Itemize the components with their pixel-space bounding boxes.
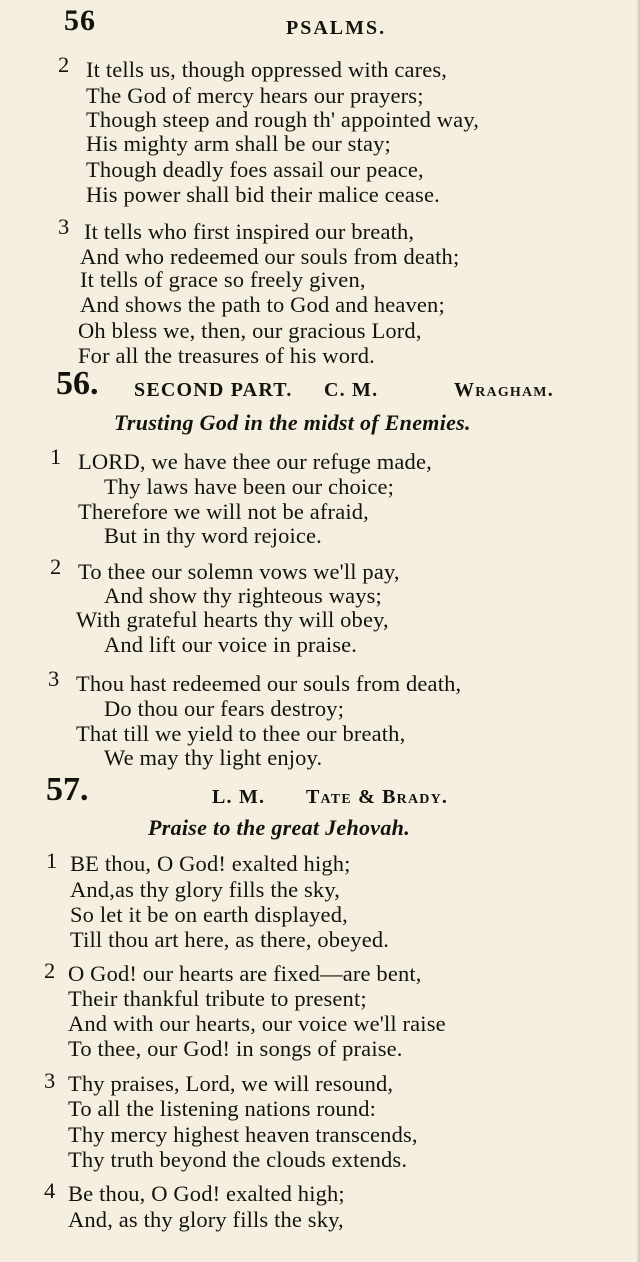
verse-line: It tells us, though oppressed with cares, <box>86 57 448 82</box>
stanza-number: 2 <box>50 554 62 579</box>
verse-line: Thy mercy highest heaven transcends, <box>68 1122 418 1147</box>
verse-line: Therefore we will not be afraid, <box>78 499 369 524</box>
stanza-number: 1 <box>50 444 62 469</box>
verse-line: Do thou our fears destroy; <box>104 696 345 721</box>
verse-line: And, as thy glory fills the sky, <box>68 1207 344 1232</box>
hymn-number: 57. <box>46 771 89 808</box>
hymn-meter: C. M. <box>324 379 379 401</box>
stanza-number: 3 <box>58 214 70 239</box>
stanza-number: 4 <box>44 1178 56 1203</box>
verse-line: And who redeemed our souls from death; <box>80 244 460 269</box>
verse-line: And shows the path to God and heaven; <box>80 292 445 317</box>
verse-line: Thou hast redeemed our souls from death, <box>76 671 462 696</box>
verse-line: And,as thy glory fills the sky, <box>70 877 341 902</box>
verse-line: BE thou, O God! exalted high; <box>70 851 351 876</box>
hymn-author: Tate & Brady. <box>306 786 449 808</box>
stanza-number: 2 <box>44 958 56 983</box>
verse-line: Till thou art here, as there, obeyed. <box>70 927 390 952</box>
verse-line: Thy truth beyond the clouds extends. <box>68 1147 408 1172</box>
hymn-subtitle: Praise to the great Jehovah. <box>148 815 411 840</box>
stanza-number: 3 <box>44 1068 56 1093</box>
verse-line: Be thou, O God! exalted high; <box>68 1181 345 1206</box>
hymn-meter: L. M. <box>212 786 266 808</box>
verse-line: His mighty arm shall be our stay; <box>86 131 391 156</box>
verse-line: We may thy light enjoy. <box>104 745 323 770</box>
verse-line: That till we yield to thee our breath, <box>76 721 406 746</box>
page-edge-shadow <box>636 0 640 1262</box>
verse-line: His power shall bid their malice cease. <box>86 182 440 207</box>
verse-line: Though deadly foes assail our peace, <box>86 157 424 182</box>
verse-line: Thy praises, Lord, we will resound, <box>68 1071 394 1096</box>
page-header <box>0 0 640 44</box>
verse-line: It tells of grace so freely given, <box>80 267 366 292</box>
hymn-subtitle: Trusting God in the midst of Enemies. <box>114 410 471 435</box>
stanza-number: 1 <box>46 848 58 873</box>
verse-line: O God! our hearts are fixed—are bent, <box>68 961 422 986</box>
verse-line: Though steep and rough th' appointed way, <box>86 107 480 132</box>
verse-line: To thee, our God! in songs of praise. <box>68 1036 403 1061</box>
verse-line: The God of mercy hears our prayers; <box>86 83 424 108</box>
verse-line: To thee our solemn vows we'll pay, <box>78 559 400 584</box>
verse-line: So let it be on earth displayed, <box>70 902 348 927</box>
verse-line: LORD, we have thee our refuge made, <box>78 449 432 474</box>
verse-line: For all the treasures of his word. <box>78 343 375 368</box>
hymn-author: Wragham. <box>454 379 554 401</box>
verse-line: And show thy righteous ways; <box>104 583 382 608</box>
verse-line: Oh bless we, then, our gracious Lord, <box>78 318 422 343</box>
verse-line: To all the listening nations round: <box>68 1096 377 1121</box>
verse-line: Thy laws have been our choice; <box>104 474 395 499</box>
page-number: 56 <box>64 4 96 37</box>
running-head: PSALMS. <box>286 17 387 39</box>
stanza-number: 2 <box>58 52 70 77</box>
hymn-number: 56. <box>56 365 99 402</box>
hymn-part-label: SECOND PART. <box>134 379 293 401</box>
verse-line: It tells who first inspired our breath, <box>84 219 415 244</box>
verse-line: With grateful hearts thy will obey, <box>76 607 389 632</box>
verse-line: And lift our voice in praise. <box>104 632 358 657</box>
verse-line: Their thankful tribute to present; <box>68 986 367 1011</box>
stanza-number: 3 <box>48 666 60 691</box>
verse-line: But in thy word rejoice. <box>104 523 322 548</box>
verse-line: And with our hearts, our voice we'll raise <box>68 1011 446 1036</box>
